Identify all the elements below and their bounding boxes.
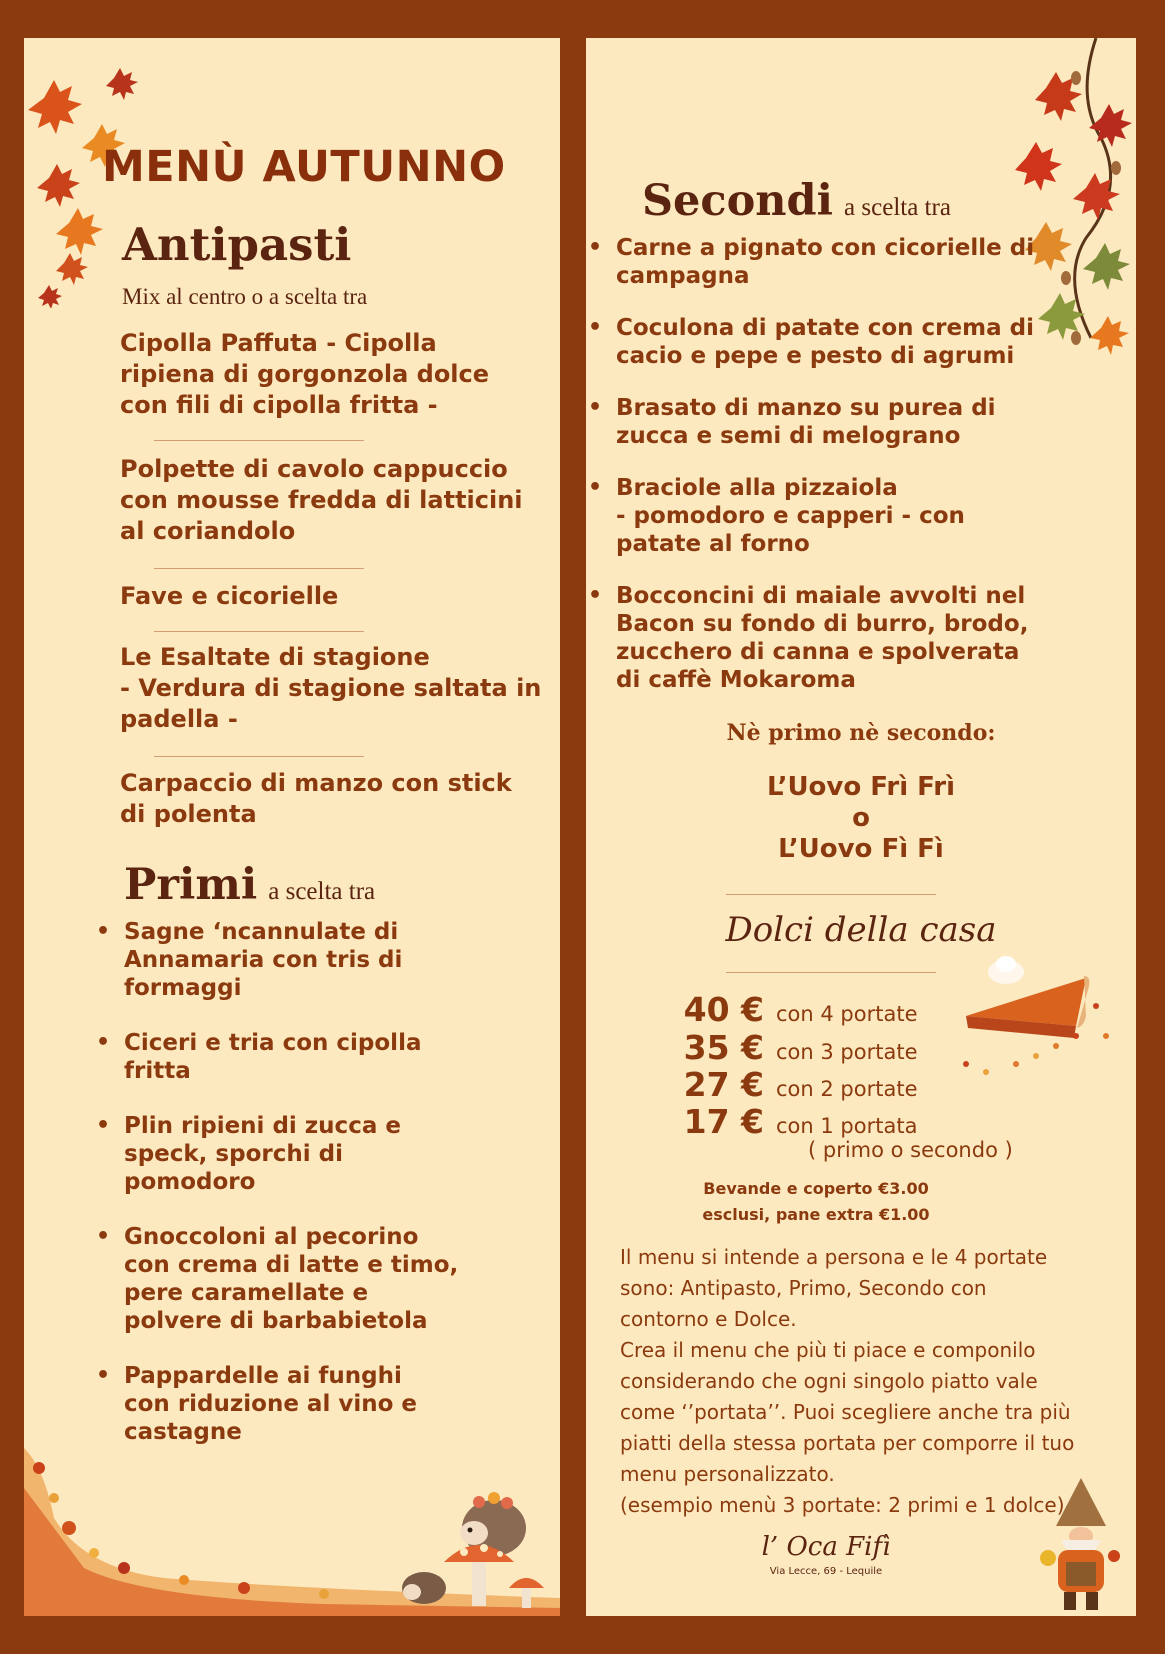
primi-header xyxy=(124,860,375,910)
pumpkin-pie-icon xyxy=(956,946,1116,1081)
antipasti-heading: Antipasti xyxy=(122,218,352,271)
price-amount: 17 € xyxy=(683,1102,764,1141)
divider xyxy=(154,756,364,757)
primi-subtitle: a scelta tra xyxy=(268,878,376,905)
secondi-item: • Brasato di manzo su purea di zucca e semi di melograno xyxy=(586,394,1036,450)
price-label: con 4 portate xyxy=(776,1002,918,1026)
price-note: ( primo o secondo ) xyxy=(808,1138,1013,1162)
dolci-heading: Dolci della casa xyxy=(725,910,997,950)
primi-item: • Sagne ‘ncannulate di Annamaria con tris di formaggi xyxy=(94,918,534,1002)
price-label: con 3 portate xyxy=(776,1040,918,1064)
secondi-item: • Carne a pignato con cicorielle di campagna xyxy=(586,234,1036,290)
secondi-item: • Braciole alla pizzaiola - pomodoro e capperi - con patate al forno xyxy=(586,474,1036,558)
antipasto-item: Polpette di cavolo cappuccio con mousse fredda di latticini al coriandolo xyxy=(120,455,523,545)
primi-item: • Ciceri e tria con cipolla fritta xyxy=(94,1029,534,1085)
primi-heading: Primi xyxy=(124,860,258,910)
menu-info: Il menu si intende a persona e le 4 portate sono: Antipasto, Primo, Secondo con contorno e Dolce. Crea il menu che più ti piace e componilo considerando che ogni singolo piatto vale come ‘’portata’’. Puoi scegliere anche tra più piatti della stessa portata per comporre il tuo menu personalizzato. (esempio menù 3 portate: 2 primi e 1 dolce) xyxy=(620,1245,1075,1517)
restaurant-logo: l’ Oca Fifì xyxy=(761,1532,891,1562)
secondi-header xyxy=(642,176,951,226)
secondi-heading: Secondi xyxy=(642,176,833,226)
right-menu-panel xyxy=(586,38,1136,1616)
divider xyxy=(154,440,364,441)
price-label: con 1 portata xyxy=(776,1114,918,1138)
price-amount: 40 € xyxy=(683,990,764,1029)
restaurant-address: Via Lecce, 69 - Lequile xyxy=(769,1566,883,1577)
neither-heading: Nè primo nè secondo: xyxy=(726,720,996,746)
secondi-list xyxy=(586,234,1036,694)
price-row xyxy=(676,1065,917,1104)
left-menu-panel xyxy=(24,38,560,1616)
primi-item: • Gnoccoloni al pecorino con crema di latte e timo, pere caramellate e polvere di barbabietola xyxy=(94,1223,534,1335)
price-row xyxy=(676,990,917,1029)
gnome-icon xyxy=(1036,1478,1126,1616)
price-row xyxy=(676,1102,917,1141)
antipasti-subtitle: Mix al centro o a scelta tra xyxy=(122,284,368,309)
secondi-subtitle: a scelta tra xyxy=(844,194,951,221)
menu-title: MENÙ AUTUNNO xyxy=(102,142,506,192)
antipasto-item: Le Esaltate di stagione - Verdura di stagione saltata in padella - xyxy=(120,643,542,733)
primi-item: • Plin ripieni di zucca e speck, sporchi di pomodoro xyxy=(94,1112,534,1196)
secondi-item: • Coculona di patate con crema di cacio e pepe e pesto di agrumi xyxy=(586,314,1036,370)
extras-note: Bevande e coperto €3.00 esclusi, pane extra €1.00 xyxy=(702,1179,930,1224)
hedgehog-mushroom-icon xyxy=(394,1488,554,1613)
antipasto-item: Carpaccio di manzo con stick di polenta xyxy=(120,769,512,828)
primi-item: • Pappardelle ai funghi con riduzione al vino e castagne xyxy=(94,1362,534,1446)
price-label: con 2 portate xyxy=(776,1077,918,1101)
price-amount: 27 € xyxy=(683,1065,764,1104)
primi-list xyxy=(94,918,534,1446)
divider xyxy=(154,631,364,632)
divider xyxy=(154,568,364,569)
price-row xyxy=(676,1028,917,1067)
uovo-options: L’Uovo Frì Frì o L’Uovo Fì Fì xyxy=(766,772,956,864)
antipasto-item: Fave e cicorielle xyxy=(120,582,339,610)
divider xyxy=(726,972,936,973)
price-amount: 35 € xyxy=(683,1028,764,1067)
divider xyxy=(726,894,936,895)
antipasto-item: Cipolla Paffuta - Cipolla ripiena di gorgonzola dolce con fili di cipolla fritta - xyxy=(120,329,490,419)
secondi-item: • Bocconcini di maiale avvolti nel Bacon su fondo di burro, brodo, zucchero di canna e spolverata di caffè Mokaroma xyxy=(586,582,1036,694)
